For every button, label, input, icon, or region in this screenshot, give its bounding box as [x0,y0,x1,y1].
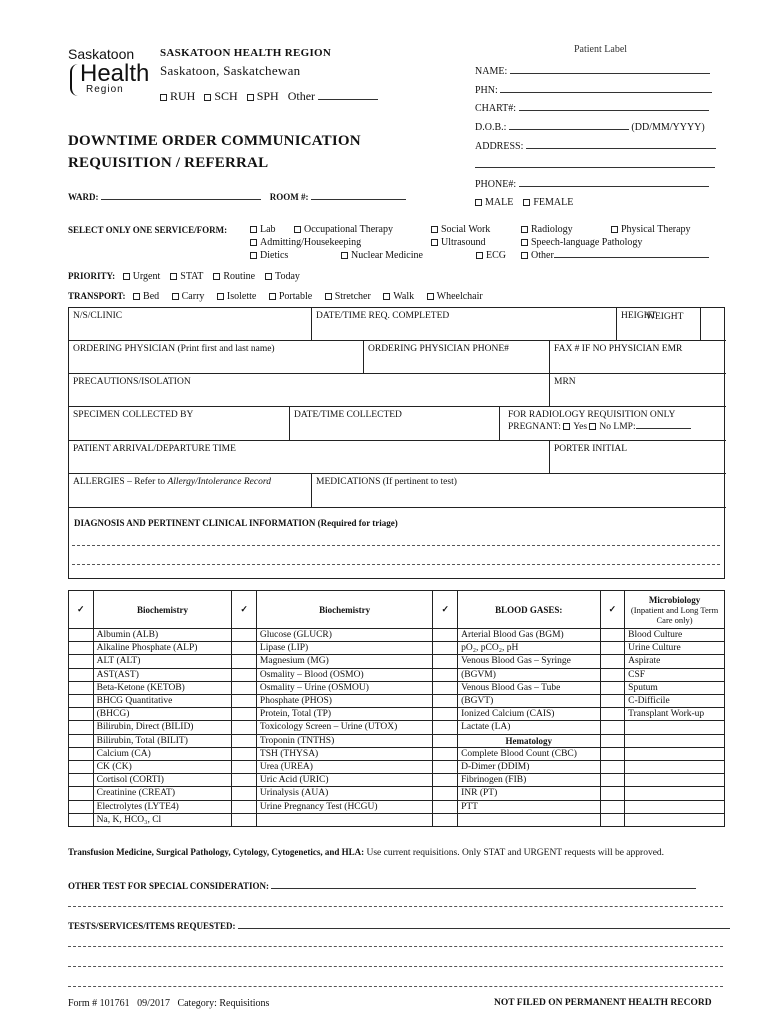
test-item: Creatinine (CREAT) [93,787,232,800]
test-checkbox-cell[interactable] [600,708,625,721]
test-item: Na, K, HCO₃, Cl [93,813,232,826]
priority-today[interactable]: Today [265,271,300,282]
test-checkbox-cell[interactable] [232,747,257,760]
test-checkbox-cell[interactable] [232,695,257,708]
test-item: CK (CK) [93,761,232,774]
test-checkbox-cell[interactable] [433,721,458,734]
test-checkbox-cell[interactable] [232,800,257,813]
test-checkbox-cell[interactable] [69,813,94,826]
test-checkbox-cell[interactable] [232,668,257,681]
lmp-field[interactable] [636,428,691,429]
female-option[interactable]: FEMALE [523,197,573,208]
checkbox-icon [523,199,530,206]
table-row [69,734,725,747]
logo-line1: Saskatoon [68,46,135,62]
test-item: Urinalysis (AUA) [256,787,433,800]
transport-walk[interactable]: Walk [383,291,414,302]
patient-name: NAME: [475,66,710,77]
test-item [625,761,725,774]
table-row [69,655,725,668]
logo [66,46,150,106]
test-checkbox-cell[interactable] [69,655,94,668]
patient-dob: D.O.B.: (DD/MM/YYYY) [475,122,705,133]
test-checkbox-cell[interactable] [433,629,458,642]
org-city: Saskatoon, Saskatchewan [160,63,301,78]
test-checkbox-cell[interactable] [433,800,458,813]
ward-field[interactable] [101,199,261,200]
table-row [69,695,725,708]
test-checkbox-cell[interactable] [69,642,94,655]
test-checkbox-cell[interactable] [69,787,94,800]
test-item: Aspirate [625,655,725,668]
table-row [69,708,725,721]
table-row [69,629,725,642]
name-field[interactable] [510,73,710,74]
checkbox-icon [204,94,211,101]
service-opt-dietics[interactable]: Dietics [250,250,288,261]
check-header: ✓ [69,591,94,629]
checkbox-icon [247,94,254,101]
test-item: Beta-Ketone (KETOB) [93,681,232,694]
service-opt-ecg[interactable]: ECG [476,250,506,261]
test-checkbox-cell[interactable] [69,761,94,774]
table-row [69,668,725,681]
check-header: ✓ [232,591,257,629]
test-item [625,800,725,813]
phone-field[interactable] [519,186,709,187]
bio2-header: Biochemistry [256,591,433,629]
not-filed-notice: NOT FILED ON PERMANENT HEALTH RECORD [494,998,712,1008]
datetime-coll-cell[interactable]: DATE/TIME COLLECTED [290,407,500,441]
table-row [69,800,725,813]
test-item: TSH (THYSA) [256,747,433,760]
datetime-req-cell[interactable]: DATE/TIME REQ. COMPLETED [312,308,617,341]
test-item [625,774,725,787]
test-checkbox-cell[interactable] [600,629,625,642]
test-item: Venous Blood Gas – Tube [458,681,600,694]
table-row [69,787,725,800]
test-checkbox-cell[interactable] [69,668,94,681]
test-item: Urine Culture [625,642,725,655]
test-checkbox-cell[interactable] [433,734,458,747]
test-item: Hematology [458,734,600,747]
pregnant-no[interactable]: No [589,422,611,432]
test-checkbox-cell[interactable] [232,734,257,747]
patient-sex [475,197,573,208]
logo-line2: Health [80,60,150,87]
weight-cell[interactable] [701,308,726,341]
test-checkbox-cell[interactable] [232,721,257,734]
test-item: (BGVT) [458,695,600,708]
test-item: PTT [458,800,600,813]
form-title-line2: REQUISITION / REFERRAL [68,155,269,171]
test-checkbox-cell[interactable] [69,695,94,708]
test-item: Blood Culture [625,629,725,642]
test-item [458,813,600,826]
test-checkbox-cell[interactable] [433,787,458,800]
table-row [69,747,725,760]
table-row [69,813,725,826]
test-item: Urine Pregnancy Test (HCGU) [256,800,433,813]
site-ruh[interactable]: RUH [160,89,195,103]
test-checkbox-cell[interactable] [232,642,257,655]
test-item: Venous Blood Gas – Syringe [458,655,600,668]
tests-requested-line2[interactable] [68,946,723,947]
test-checkbox-cell[interactable] [433,747,458,760]
allergies-cell[interactable]: ALLERGIES – Refer to Allergy/Intolerance Record [69,474,312,508]
table-row [69,721,725,734]
test-checkbox-cell[interactable] [232,774,257,787]
transport-row: TRANSPORT: Bed Carry Isolette Portable Stretcher Walk Wheelchair [68,291,483,302]
test-item: Osmality – Blood (OSMO) [256,668,433,681]
check-header: ✓ [433,591,458,629]
test-item [625,813,725,826]
test-checkbox-cell[interactable] [600,721,625,734]
test-item: Ionized Calcium (CAIS) [458,708,600,721]
site-other-label: Other [287,89,316,103]
test-item: Troponin (TNTHS) [256,734,433,747]
test-item: Glucose (GLUCR) [256,629,433,642]
priority-stat[interactable]: STAT [170,271,203,282]
test-item: Magnesium (MG) [256,655,433,668]
priority-urgent[interactable]: Urgent [123,271,161,282]
other-tests-line2[interactable] [68,906,723,907]
test-item: INR (PT) [458,787,600,800]
form-title-line1: DOWNTIME ORDER COMMUNICATION [68,133,361,149]
service-opt-speech[interactable]: Speech-language Pathology [521,237,642,248]
checkbox-icon [475,199,482,206]
test-item: C-Difficile [625,695,725,708]
patient-label-title: Patient Label [574,44,628,55]
test-item: Arterial Blood Gas (BGM) [458,629,600,642]
bio1-header: Biochemistry [93,591,232,629]
gas-header: BLOOD GASES: [458,591,600,629]
test-checkbox-cell[interactable] [232,787,257,800]
test-item [625,747,725,760]
test-checkbox-cell[interactable] [69,800,94,813]
other-tests-field[interactable] [271,888,696,889]
service-opt-pt[interactable]: Physical Therapy [611,224,691,235]
test-checkbox-cell[interactable] [433,774,458,787]
test-checkbox-cell[interactable] [600,695,625,708]
transport-wheelchair[interactable]: Wheelchair [427,291,483,302]
test-item: Bilirubin, Direct (BILID) [93,721,232,734]
address-line2[interactable] [475,167,715,168]
service-label: SELECT ONLY ONE SERVICE/FORM: [68,225,228,235]
service-opt-ultrasound[interactable]: Ultrasound [431,237,485,248]
test-checkbox-cell[interactable] [600,800,625,813]
diagnosis-line1[interactable] [72,545,720,546]
test-item [625,787,725,800]
logo-line3: Region [86,84,124,95]
test-checkbox-cell[interactable] [600,655,625,668]
phn-field[interactable] [500,92,712,93]
table-row [69,642,725,655]
diagnosis-line2[interactable] [72,564,720,565]
mrn-cell[interactable]: MRN [550,374,726,407]
test-item: Alkaline Phosphate (ALP) [93,642,232,655]
transport-portable[interactable]: Portable [269,291,312,302]
service-opt-other[interactable]: Other [521,250,709,261]
arrival-cell[interactable]: PATIENT ARRIVAL/DEPARTURE TIME [69,441,550,474]
tests-header-row [69,591,725,629]
transfusion-note: Transfusion Medicine, Surgical Pathology, Cytology, Cytogenetics, and HLA: Use current requisitions. Only STAT and URGENT requests will be approved. [68,847,665,858]
diagnosis-label: DIAGNOSIS AND PERTINENT CLINICAL INFORMATION (Required for triage) [74,518,398,528]
test-item: Albumin (ALB) [93,629,232,642]
service-opt-nuclear[interactable]: Nuclear Medicine [341,250,423,261]
test-item: AST(AST) [93,668,232,681]
test-checkbox-cell[interactable] [69,734,94,747]
info-grid [68,307,725,579]
patient-address: ADDRESS: [475,141,716,152]
test-item [256,813,433,826]
test-item: D-Dimer (DDIM) [458,761,600,774]
tests-requested-field[interactable] [238,928,730,929]
test-item: Complete Blood Count (CBC) [458,747,600,760]
site-other-field[interactable] [318,99,378,100]
specimen-cell[interactable]: SPECIMEN COLLECTED BY [69,407,290,441]
height-cell[interactable]: HEIGHT [617,308,701,341]
priority-routine[interactable]: Routine [213,271,255,282]
ns-clinic-cell[interactable]: N/S/CLINIC [69,308,312,341]
porter-cell[interactable]: PORTER INITIAL [550,441,726,474]
test-item: Protein, Total (TP) [256,708,433,721]
test-item: Sputum [625,681,725,694]
priority-row: PRIORITY: Urgent STAT Routine Today [68,271,300,282]
test-checkbox-cell[interactable] [69,774,94,787]
org-name: SASKATOON HEALTH REGION [160,47,332,59]
checkbox-icon [160,94,167,101]
test-checkbox-cell[interactable] [433,813,458,826]
test-checkbox-cell[interactable] [600,774,625,787]
test-checkbox-cell[interactable] [232,761,257,774]
tests-requested-label: TESTS/SERVICES/ITEMS REQUESTED: [68,921,730,931]
test-item: Bilirubin, Total (BILIT) [93,734,232,747]
test-checkbox-cell[interactable] [433,655,458,668]
test-item: Fibrinogen (FIB) [458,774,600,787]
male-option[interactable]: MALE [475,197,513,208]
test-checkbox-cell[interactable] [232,655,257,668]
test-item: BHCG Quantitative [93,695,232,708]
test-item: pO₂, pCO₂, pH [458,642,600,655]
service-opt-lab[interactable]: Lab [250,224,276,235]
service-opt-admitting[interactable]: Admitting/Housekeeping [250,237,361,248]
transport-stretcher[interactable]: Stretcher [325,291,371,302]
test-checkbox-cell[interactable] [600,787,625,800]
test-checkbox-cell[interactable] [69,629,94,642]
pregnant-yes[interactable]: Yes [563,422,587,432]
medications-cell[interactable]: MEDICATIONS (If pertinent to test) [312,474,726,508]
site-options [160,89,378,104]
room-field[interactable] [311,199,406,200]
test-item: (BHCG) [93,708,232,721]
ordering-phys-cell[interactable]: ORDERING PHYSICIAN (Print first and last name) [69,341,364,374]
test-checkbox-cell[interactable] [69,681,94,694]
test-checkbox-cell[interactable] [69,708,94,721]
patient-phone: PHONE#: [475,179,709,190]
test-item: ALT (ALT) [93,655,232,668]
test-checkbox-cell[interactable] [433,681,458,694]
service-opt-ot[interactable]: Occupational Therapy [294,224,393,235]
test-item: Cortisol (CORTI) [93,774,232,787]
test-checkbox-cell[interactable] [600,668,625,681]
test-item: CSF [625,668,725,681]
transport-isolette[interactable]: Isolette [217,291,256,302]
transport-carry[interactable]: Carry [172,291,205,302]
chart-field[interactable] [519,110,709,111]
test-checkbox-cell[interactable] [433,695,458,708]
test-checkbox-cell[interactable] [433,642,458,655]
site-sph[interactable]: SPH [247,89,279,103]
test-checkbox-cell[interactable] [600,642,625,655]
tests-requested-line4[interactable] [68,986,723,987]
test-checkbox-cell[interactable] [600,681,625,694]
test-item: Electrolytes (LYTE4) [93,800,232,813]
micro-header: Microbiology (Inpatient and Long Term Care only) [625,591,725,629]
test-checkbox-cell[interactable] [69,721,94,734]
logo-swoosh-icon [70,64,80,96]
test-checkbox-cell[interactable] [433,668,458,681]
transport-bed[interactable]: Bed [133,291,159,302]
precautions-cell[interactable]: PRECAUTIONS/ISOLATION [69,374,550,407]
test-checkbox-cell[interactable] [600,813,625,826]
other-tests-label: OTHER TEST FOR SPECIAL CONSIDERATION: [68,881,696,891]
test-checkbox-cell[interactable] [433,708,458,721]
test-checkbox-cell[interactable] [69,747,94,760]
site-sch[interactable]: SCH [204,89,237,103]
patient-chart: CHART#: [475,103,709,114]
ordering-phone-cell[interactable]: ORDERING PHYSICIAN PHONE# [364,341,550,374]
test-checkbox-cell[interactable] [600,747,625,760]
form-number: Form # 101761 09/2017 Category: Requisitions [68,998,270,1009]
test-item: Phosphate (PHOS) [256,695,433,708]
test-checkbox-cell[interactable] [232,708,257,721]
test-item [625,734,725,747]
table-row [69,681,725,694]
test-checkbox-cell[interactable] [232,813,257,826]
test-checkbox-cell[interactable] [232,629,257,642]
patient-phn: PHN: [475,85,712,96]
tests-requested-line3[interactable] [68,966,723,967]
test-item [625,721,725,734]
service-opt-radiology[interactable]: Radiology [521,224,573,235]
dob-field[interactable] [509,129,629,130]
table-row [69,774,725,787]
test-item: Osmality – Urine (OSMOU) [256,681,433,694]
test-item: Lipase (LIP) [256,642,433,655]
radiology-cell: FOR RADIOLOGY REQUISITION ONLY PREGNANT: Yes No LMP: [500,407,726,441]
test-item: Uric Acid (URIC) [256,774,433,787]
test-item: Urea (UREA) [256,761,433,774]
check-header: ✓ [600,591,625,629]
fax-cell[interactable]: FAX # IF NO PHYSICIAN EMR [550,341,726,374]
test-item: (BGVM) [458,668,600,681]
test-item: Transplant Work-up [625,708,725,721]
test-item: Lactate (LA) [458,721,600,734]
tests-table [68,590,725,827]
ward-row: WARD: ROOM #: [68,192,406,202]
service-opt-social[interactable]: Social Work [431,224,490,235]
test-item: Calcium (CA) [93,747,232,760]
test-checkbox-cell[interactable] [600,761,625,774]
address-field[interactable] [526,148,716,149]
table-row [69,761,725,774]
test-checkbox-cell[interactable] [600,734,625,747]
weight-label: WEIGHT [646,312,684,322]
test-checkbox-cell[interactable] [232,681,257,694]
test-checkbox-cell[interactable] [433,761,458,774]
test-item: Toxicology Screen – Urine (UTOX) [256,721,433,734]
